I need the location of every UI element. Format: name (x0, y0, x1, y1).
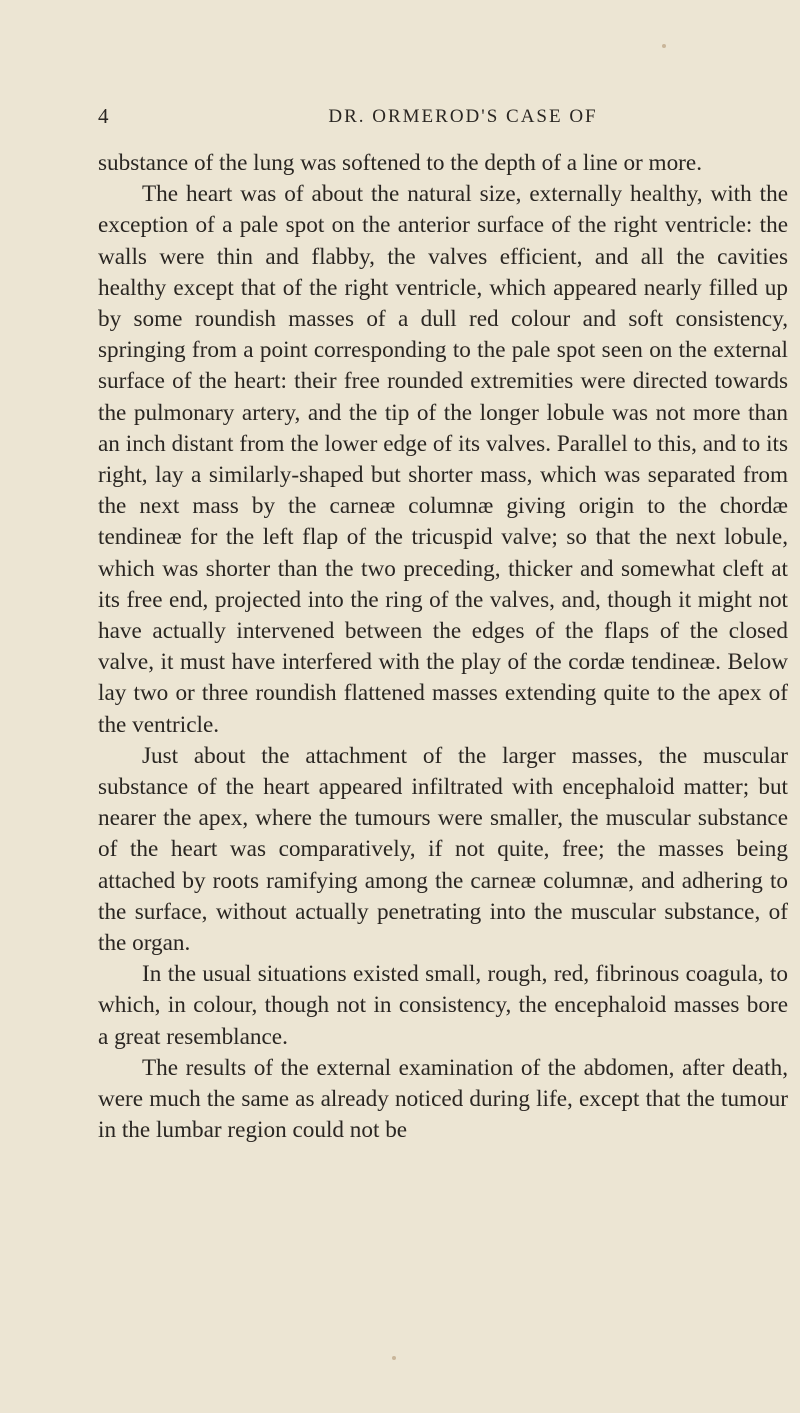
paragraph-muscular-substance: Just about the attachment of the larger masses, the muscular substance of the heart appeared infiltrated with encephaloid matter; but nearer the apex, where the tumours were smaller, the muscular substance of the heart was comparatively, if not quite, free; the masses being attached by roots ramifying among the carneæ columnæ, and adhering to the surface, without actually penetrating into the muscular substance, of the organ. (98, 742, 788, 957)
body-text (98, 148, 788, 1147)
paragraph-coagula: In the usual situations existed small, rough, red, fibrinous coagula, to which, in colour, though not in consistency, the encephaloid masses bore a great resemblance. (98, 961, 788, 1050)
paragraph-abdomen-examination: The results of the external examination of the abdomen, after death, were much the same as already noticed during life, except that the tumour in the lumbar region could not be (98, 1054, 788, 1144)
page-header (98, 104, 788, 134)
running-head: DR. ORMEROD'S CASE OF (328, 106, 598, 127)
paper-speck (662, 44, 666, 48)
paragraph-lung-substance: substance of the lung was softened to the depth of a line or more. (98, 150, 702, 176)
paragraph-heart-description: The heart was of about the natural size, externally healthy, with the exception of a pale spot on the anterior surface of the right ventricle: the walls were thin and flabby, the valves efficient, and all the cavities healthy except that of the right ventricle, which appeared nearly filled up by some roundish masses of a dull red colour and soft consistency, springing from a point corresponding to the pale spot seen on the external surface of the heart: their free rounded extremities were directed towards the pulmonary artery, and the tip of the longer lobule was not more than an inch distant from the lower edge of its valves. Parallel to this, and to its right, lay a similarly-shaped but shorter mass, which was separated from the next mass by the carneæ columnæ giving origin to the chordæ tendineæ for the left flap of the tricuspid valve; so that the next lobule, which was shorter than the two preceding, thicker and somewhat cleft at its free end, projected into the ring of the valves, and, though it might not have actually intervened between the edges of the flaps of the closed valve, it must have interfered with the play of the cordæ tendineæ. Below lay two or three roundish flattened masses extending quite to the apex of the ventricle. (98, 181, 788, 738)
page-number: 4 (98, 104, 109, 128)
paper-speck (392, 1356, 396, 1360)
